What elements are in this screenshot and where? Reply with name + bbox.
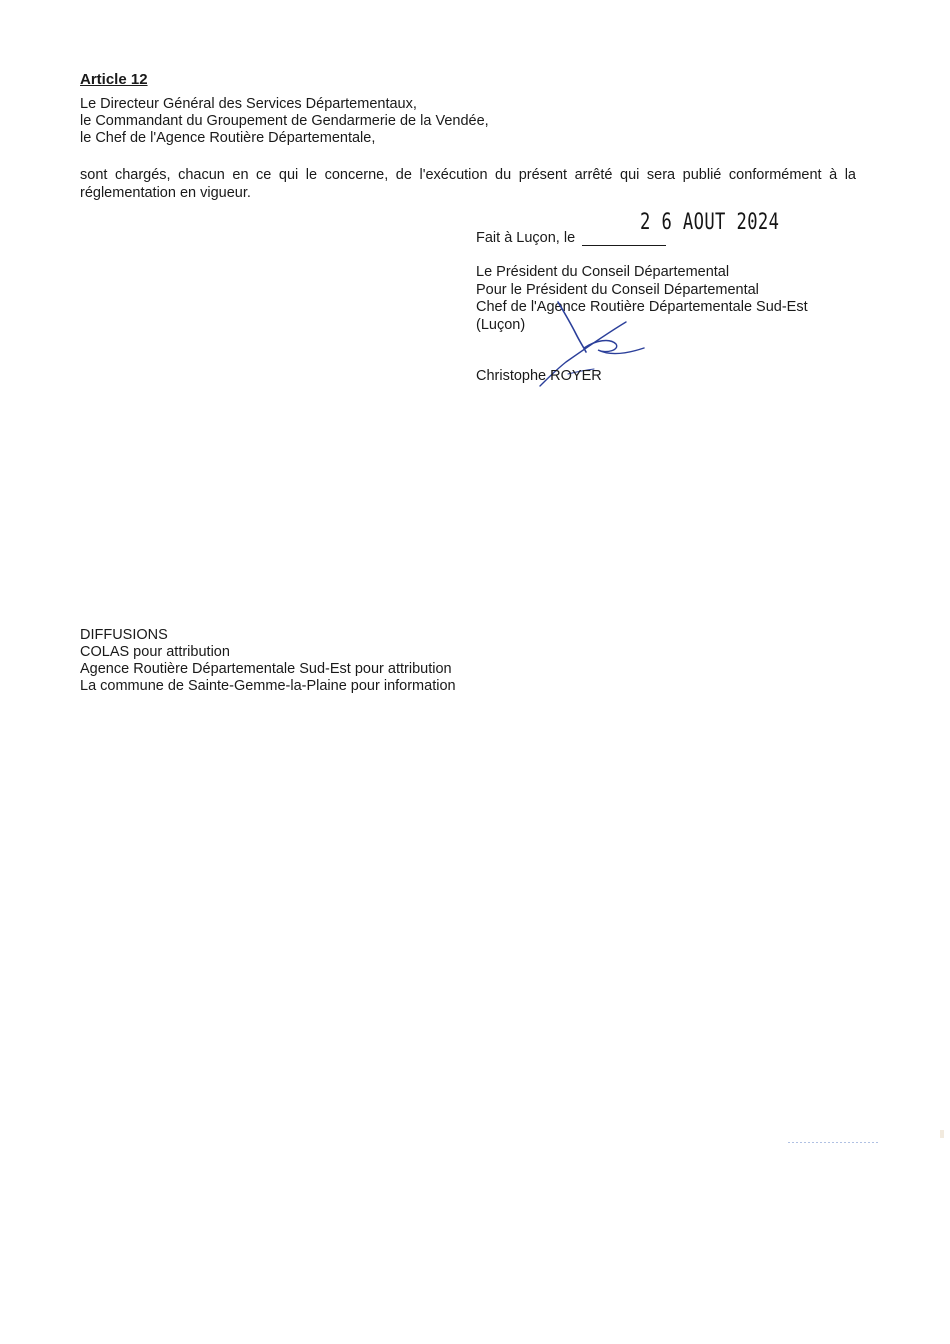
article-heading: Article 12 [80,71,148,88]
diffusions-section [80,627,456,695]
diffusion-item: COLAS pour attribution [80,644,230,660]
place-date-label: Fait à Luçon, le [476,230,576,246]
title-line: (Luçon) [476,316,526,333]
diffusions-heading: DIFFUSIONS [80,627,168,643]
diffusion-item: La commune de Sainte-Gemme-la-Plaine pour information [80,678,456,694]
official-line: le Chef de l'Agence Routière Départementale, [80,130,376,146]
official-line: Le Directeur Général des Services Départementaux, [80,96,417,112]
date-underline [582,245,666,246]
scan-artifact [788,1141,878,1144]
officials-list [80,96,489,147]
date-stamp: 2 6 AOUT 2024 [640,210,780,235]
title-line: Chef de l'Agence Routière Départementale Sud-Est [476,299,808,315]
signature-block [476,210,876,400]
title-line: Pour le Président du Conseil Départemental [476,281,759,298]
charge-paragraph: sont chargés, chacun en ce qui le concerne, de l'exécution du présent arrêté qui sera publié conformément à la réglementation en vigueur. [80,167,856,201]
signatory-name: Christophe ROYER [476,368,602,384]
official-line: le Commandant du Groupement de Gendarmerie de la Vendée, [80,113,489,129]
scan-edge-artifact [940,1130,944,1138]
diffusion-item: Agence Routière Départementale Sud-Est pour attribution [80,661,452,677]
title-line: Le Président du Conseil Départemental [476,264,730,280]
